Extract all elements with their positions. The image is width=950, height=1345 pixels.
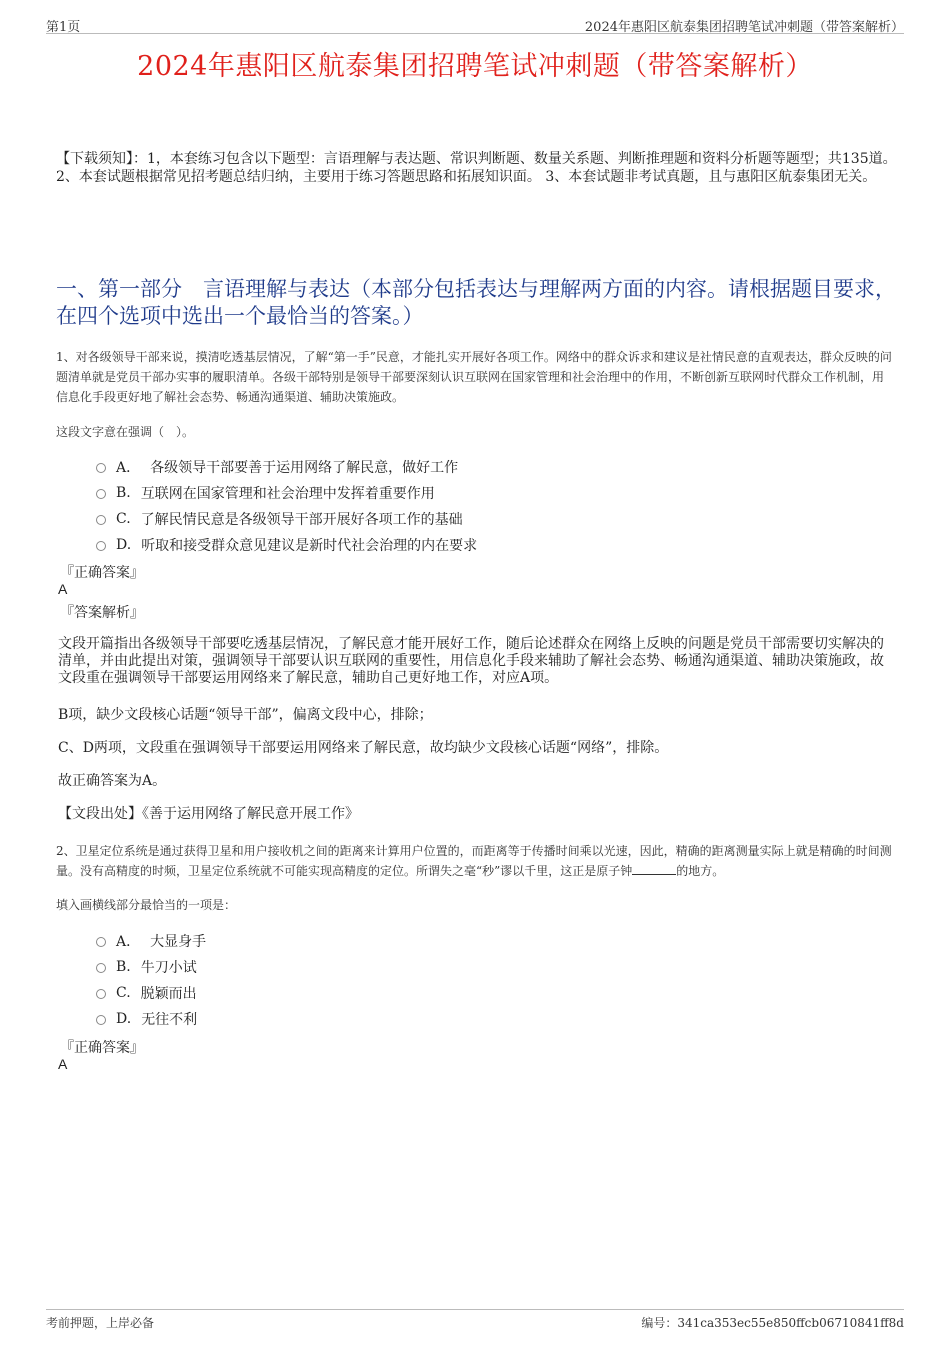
radio-icon[interactable] <box>96 541 106 551</box>
question-1-option-c[interactable] <box>96 509 463 529</box>
radio-icon[interactable] <box>96 463 106 473</box>
answer-value: A <box>58 1056 68 1072</box>
question-1-text: 1、对各级领导干部来说，摸清吃透基层情况，了解“第一手”民意，才能扎实开展好各项工作。网络中的群众诉求和建议是社情民意的直观表达，群众反映的问题清单就是党员干部办实事的履职清单。各级干部特别是领导干部要深刻认识互联网在国家管理和社会治理中的作用，不断创新互联网时代群众工作机制，用信息化手段更好地了解社会态势、畅通沟通渠道、辅助决策施政。 <box>56 350 892 404</box>
option-letter: B. <box>116 485 131 501</box>
radio-icon[interactable] <box>96 1015 106 1025</box>
option-letter: A． <box>116 934 141 950</box>
option-text: 无往不利 <box>141 1012 198 1028</box>
footer-divider <box>46 1309 904 1310</box>
answer-label: 『正确答案』 <box>60 565 144 581</box>
running-title: 2024年惠阳区航泰集团招聘笔试冲刺题（带答案解析） <box>584 20 904 35</box>
option-text: 大显身手 <box>150 934 207 950</box>
question-2-text <box>56 841 894 881</box>
option-letter: D. <box>116 537 132 553</box>
analysis-label: 『答案解析』 <box>60 605 144 621</box>
answer-label: 『正确答案』 <box>60 1040 144 1056</box>
question-2-option-c[interactable] <box>96 983 197 1003</box>
question-1-option-b[interactable] <box>96 483 435 503</box>
header-divider <box>46 33 904 34</box>
option-letter: C. <box>116 985 131 1001</box>
analysis-paragraph: C、D两项，文段重在强调领导干部要运用网络来了解民意，故均缺少文段核心话题“网络”，排除。 <box>58 740 669 756</box>
option-letter: C. <box>116 511 131 527</box>
option-text: 了解民情民意是各级领导干部开展好各项工作的基础 <box>140 512 463 528</box>
analysis-paragraph: 文段开篇指出各级领导干部要吃透基层情况，了解民意才能开展好工作，随后论述群众在网络上反映的问题是党员干部需要切实解决的清单，并由此提出对策，强调领导干部要认识互联网的重要性，用信息化手段来辅助了解社会态势、畅通沟通渠道、辅助决策施政，故文段重在强调领导干部要运用网络来了解民意，辅助自己更好地工作，对应A项。 <box>58 636 884 686</box>
radio-icon[interactable] <box>96 963 106 973</box>
option-text: 牛刀小试 <box>140 960 197 976</box>
answer-value: A <box>58 581 68 597</box>
radio-icon[interactable] <box>96 489 106 499</box>
option-text: 脱颖而出 <box>140 986 197 1002</box>
document-id: 编号：341ca353ec55e850ffcb06710841ff8d <box>641 1316 904 1330</box>
question-2-option-b[interactable] <box>96 957 197 977</box>
radio-icon[interactable] <box>96 515 106 525</box>
analysis-conclusion: 故正确答案为A。 <box>58 773 167 789</box>
option-text: 各级领导干部要善于运用网络了解民意，做好工作 <box>150 460 459 476</box>
option-text: 听取和接受群众意见建议是新时代社会治理的内在要求 <box>141 538 478 554</box>
source-citation: 【文段出处】《善于运用网络了解民意开展工作》 <box>58 806 359 822</box>
footer-slogan: 考前押题，上岸必备 <box>46 1316 155 1330</box>
question-2-text-before: 2、卫星定位系统是通过获得卫星和用户接收机之间的距离来计算用户位置的，而距离等于传播时间乘以光速，因此，精确的距离测量实际上就是精确的时间测量。没有高精度的时频，卫星定位系统就不可能实现高精度的定位。所谓失之毫“秒”谬以千里，这正是原子钟 <box>56 844 892 878</box>
question-2-option-d[interactable] <box>96 1009 197 1029</box>
question-1-prompt: 这段文字意在强调（ ）。 <box>56 425 195 439</box>
option-text: 互联网在国家管理和社会治理中发挥着重要作用 <box>140 486 435 502</box>
question-1-option-d[interactable] <box>96 535 477 555</box>
question-2-prompt: 填入画横线部分最恰当的一项是： <box>56 898 237 912</box>
option-letter: A． <box>116 460 141 476</box>
section-heading: 一、第一部分 言语理解与表达（本部分包括表达与理解两方面的内容。请根据题目要求，在四个选项中选出一个最恰当的答案。） <box>56 277 896 328</box>
option-letter: D. <box>116 1011 132 1027</box>
document-title: 2024年惠阳区航泰集团招聘笔试冲刺题（带答案解析） <box>137 51 813 82</box>
radio-icon[interactable] <box>96 989 106 999</box>
question-2-text-after: 的地方。 <box>676 864 725 878</box>
download-notice: 【下载须知】：1，本套练习包含以下题型：言语理解与表达题、常识判断题、数量关系题、判断推理题和资料分析题等题型；共135道。 2、本套试题根据常见招考题总结归纳，主要用于练习答题思路和拓展知识面。 3、本套试题非考试真题，且与惠阳区航泰集团无关。 <box>56 151 897 185</box>
fill-blank <box>632 862 676 875</box>
page-number: 第1页 <box>46 20 81 35</box>
question-1-option-a[interactable] <box>96 457 458 477</box>
question-2-option-a[interactable] <box>96 931 206 951</box>
option-letter: B. <box>116 959 131 975</box>
radio-icon[interactable] <box>96 937 106 947</box>
analysis-paragraph: B项，缺少文段核心话题“领导干部”，偏离文段中心，排除； <box>58 707 433 723</box>
